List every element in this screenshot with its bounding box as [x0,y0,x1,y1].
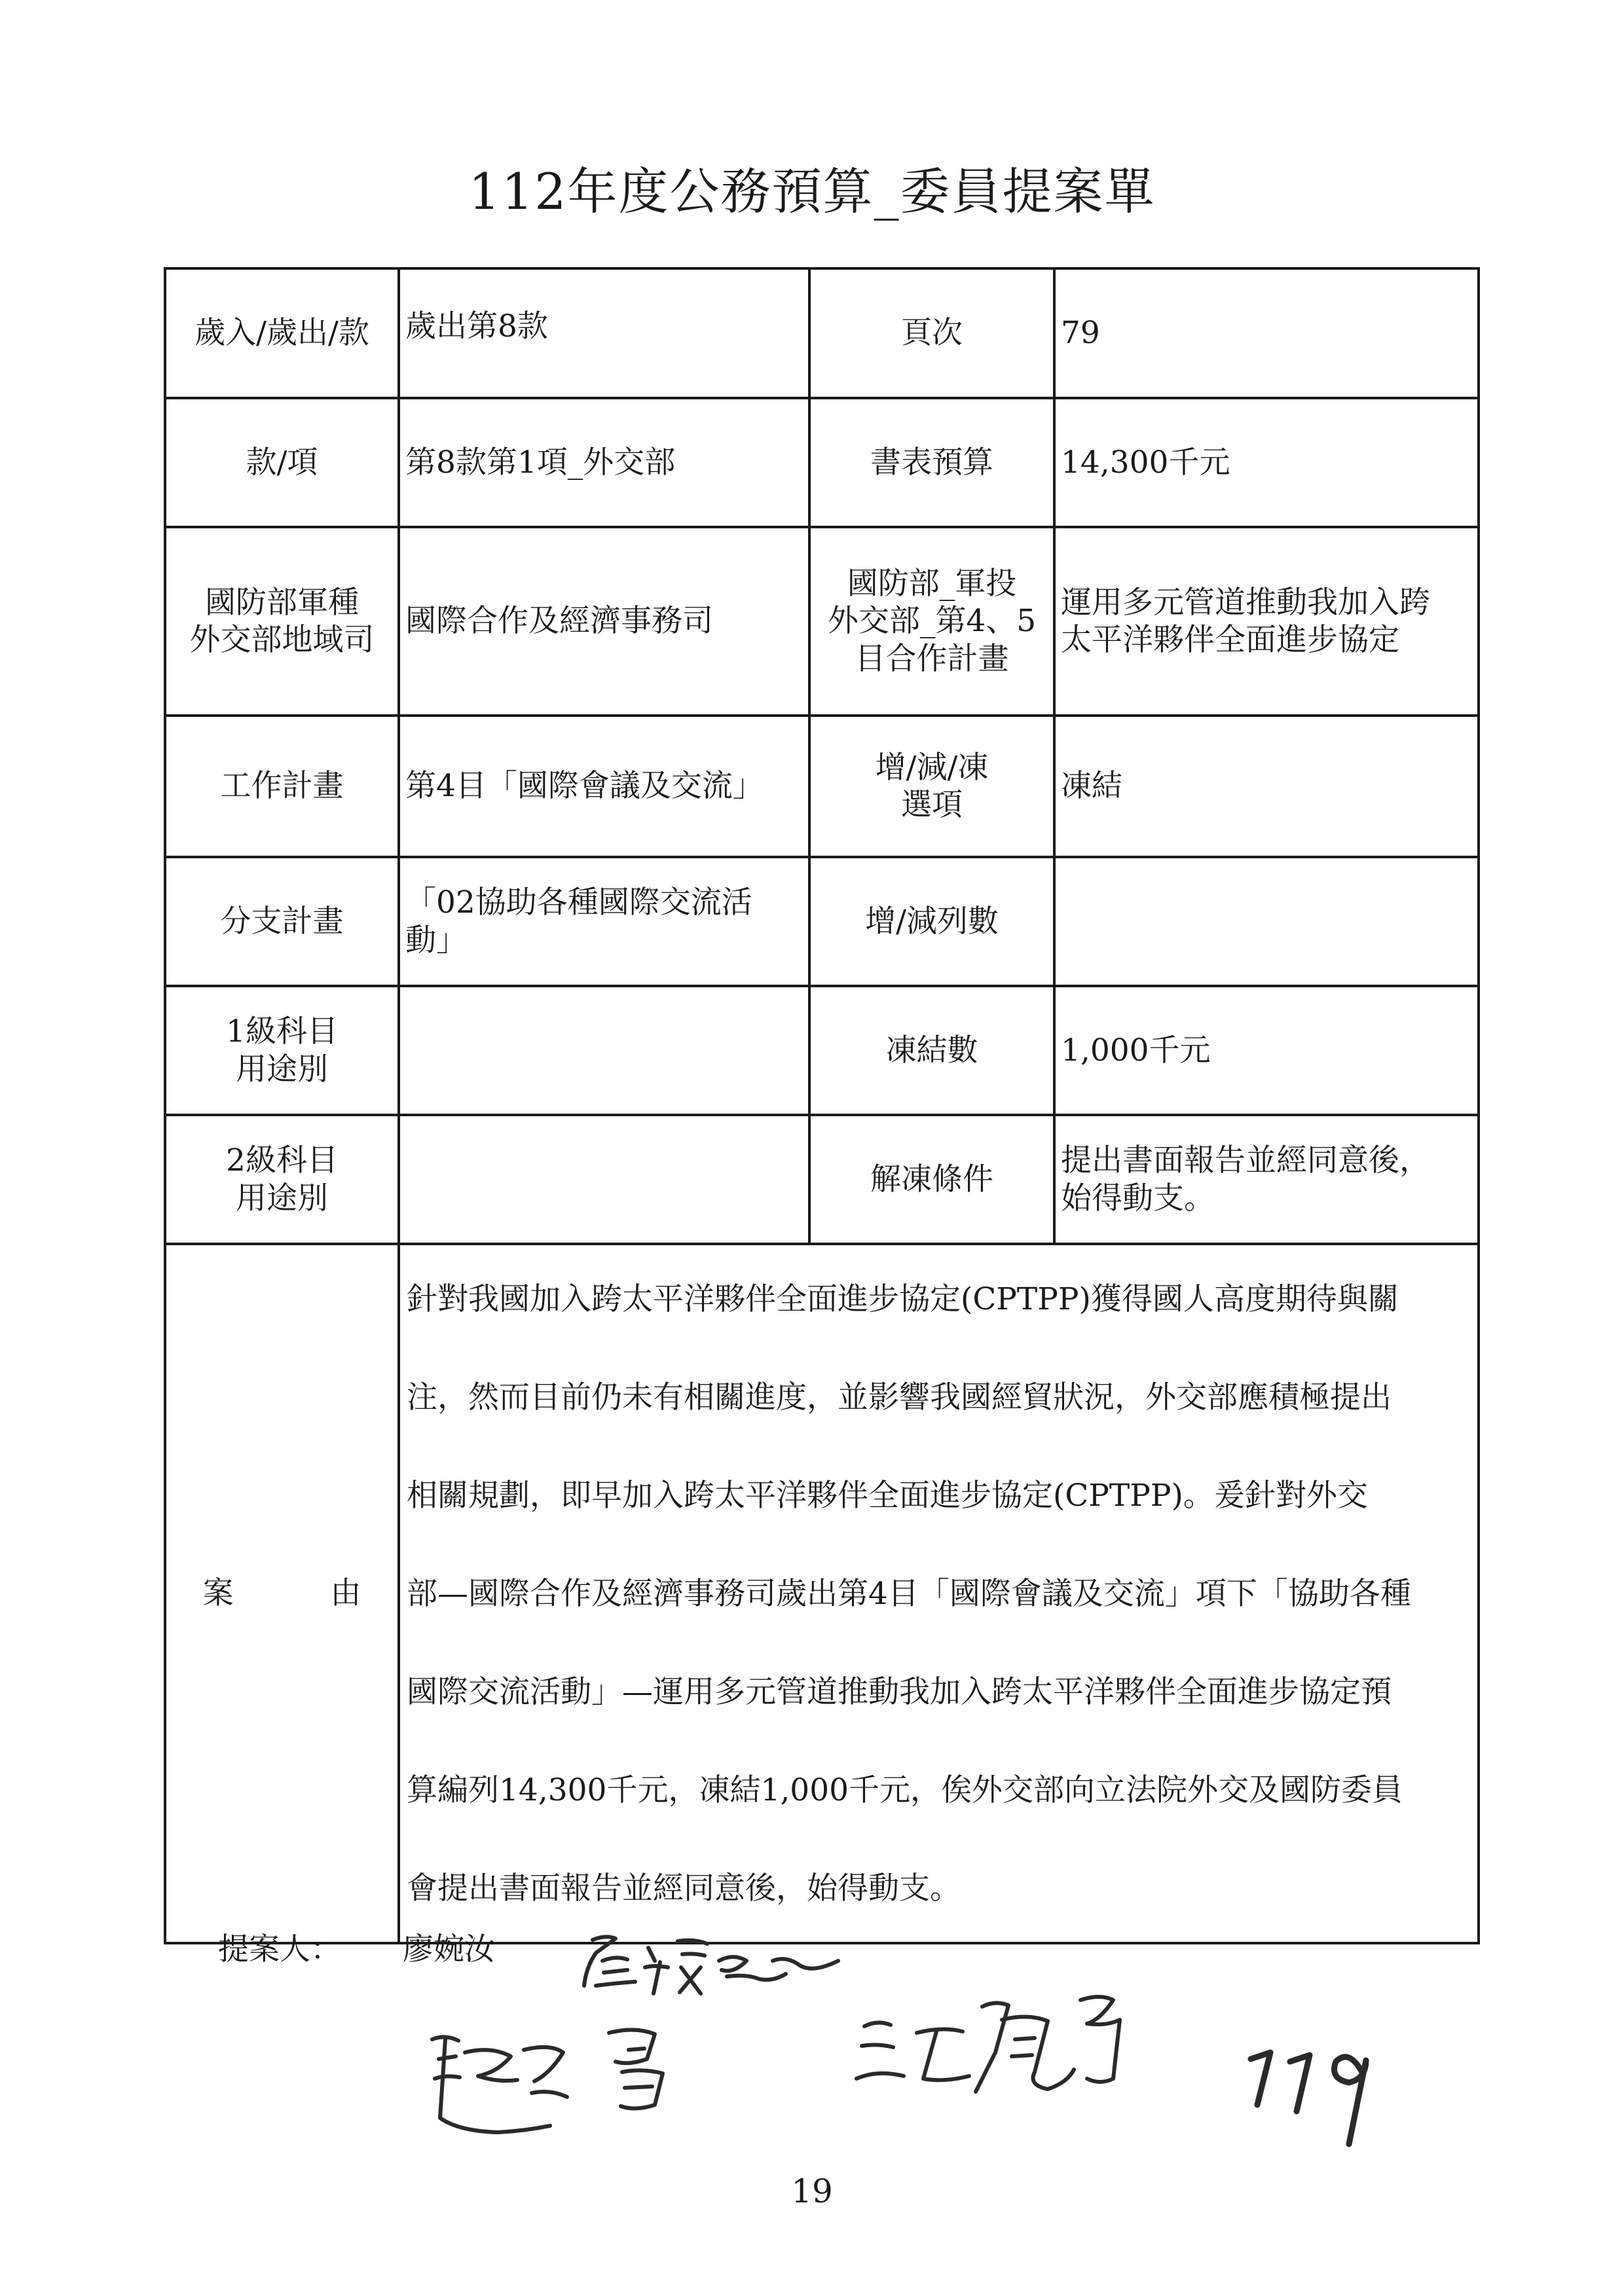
value-cooperation-plan [1054,527,1479,716]
value-level2-subject [399,1115,809,1244]
handwritten-signatures [419,1922,1532,2196]
label-branch-plan: 分支計畫 [165,857,399,986]
signature-top [584,1937,838,1994]
label-page: 頁次 [809,268,1054,398]
label-budget: 書表預算 [809,398,1054,527]
reason-line-5: 國際交流活動」—運用多元管道推動我加入跨太平洋夥伴全面進步協定預 [407,1674,1392,1710]
value-branch-line2: 動」 [405,922,467,958]
label-unfreeze-condition: 解凍條件 [809,1115,1054,1244]
reason-line-2: 注，然而目前仍未有相關進度，並影響我國經貿狀況，外交部應積極提出 [407,1379,1392,1415]
page-number: 19 [791,2172,833,2210]
value-cooperation-line1: 運用多元管道推動我加入跨 [1061,584,1430,621]
value-frozen-amount: 1,000千元 [1054,986,1479,1115]
row-department [165,527,1479,716]
row-item [165,398,1479,527]
signature-bottom-left [432,2030,663,2132]
label-level1-line2: 用途別 [236,1051,328,1087]
value-account: 歲出第8款 [399,268,809,398]
label-level1-subject [165,986,399,1115]
reason-text [399,1244,1479,1943]
label-option-line1: 增/減/凍 [875,749,989,786]
label-level2-subject [165,1115,399,1244]
page-title: 112年度公務預算_委員提案單 [468,162,1156,221]
value-work-plan: 第4目「國際會議及交流」 [399,716,809,857]
reason-line-6: 算編列14,300千元，凍結1,000千元，俟外交部向立法院外交及國防委員 [407,1772,1403,1808]
label-account: 歲入/歲出/款 [165,268,399,398]
handwritten-number-drawing [1251,2052,1366,2144]
reason-line-1: 針對我國加入跨太平洋夥伴全面進步協定(CPTPP)獲得國人高度期待與關 [407,1281,1399,1317]
label-level1-line1: 1級科目 [226,1013,338,1050]
proposal-form-table [164,267,1480,1944]
label-option [809,716,1054,857]
value-unfreeze-line1: 提出書面報告並經同意後， [1061,1142,1430,1179]
row-work-plan [165,716,1479,857]
value-item: 第8款第1項_外交部 [399,398,809,527]
value-branch-plan [399,857,809,986]
value-department: 國際合作及經濟事務司 [399,527,809,716]
label-department [165,527,399,716]
label-level2-line2: 用途別 [236,1180,328,1216]
label-cooperation-line3: 目合作計畫 [855,640,1009,677]
proposer [218,1925,495,1969]
label-level2-line1: 2級科目 [226,1142,338,1179]
label-cooperation-plan [809,527,1054,716]
label-reason-char2: 由 [330,1575,361,1612]
reason-line-3: 相關規劃，即早加入跨太平洋夥伴全面進步協定(CPTPP)。爰針對外交 [407,1478,1368,1514]
value-change-amount [1054,857,1479,986]
row-level2-subject [165,1115,1479,1244]
value-option: 凍結 [1054,716,1479,857]
label-reason [165,1244,399,1943]
value-budget: 14,300千元 [1054,398,1479,527]
signature-bottom-middle [857,1997,1120,2092]
reason-line-4: 部—國際合作及經濟事務司歲出第4目「國際會議及交流」項下「協助各種 [407,1576,1411,1612]
row-reason [165,1244,1479,1943]
row-level1-subject [165,986,1479,1115]
label-department-line2: 外交部地域司 [189,622,375,658]
proposer-name: 廖婉汝 [403,1931,495,1967]
label-option-line2: 選項 [901,787,963,823]
reason-line-7: 會提出書面報告並經同意後，始得動支。 [407,1870,961,1906]
value-branch-line1: 「02協助各種國際交流活 [405,884,752,921]
label-change-amount: 增/減列數 [809,857,1054,986]
label-department-line1: 國防部軍種 [205,584,359,621]
label-work-plan: 工作計畫 [165,716,399,857]
row-branch-plan [165,857,1479,986]
proposer-label: 提案人： [218,1931,341,1967]
value-page: 79 [1054,268,1479,398]
value-cooperation-line2: 太平洋夥伴全面進步協定 [1061,622,1399,658]
label-cooperation-line1: 國防部_軍投 [847,566,1017,602]
value-level1-subject [399,986,809,1115]
label-cooperation-line2: 外交部_第4、5 [827,603,1037,640]
value-unfreeze-condition [1054,1115,1479,1244]
label-frozen-amount: 凍結數 [809,986,1054,1115]
row-account [165,268,1479,398]
label-item: 款/項 [165,398,399,527]
label-reason-char1: 案 [202,1575,234,1612]
value-unfreeze-line2: 始得動支。 [1061,1180,1215,1216]
